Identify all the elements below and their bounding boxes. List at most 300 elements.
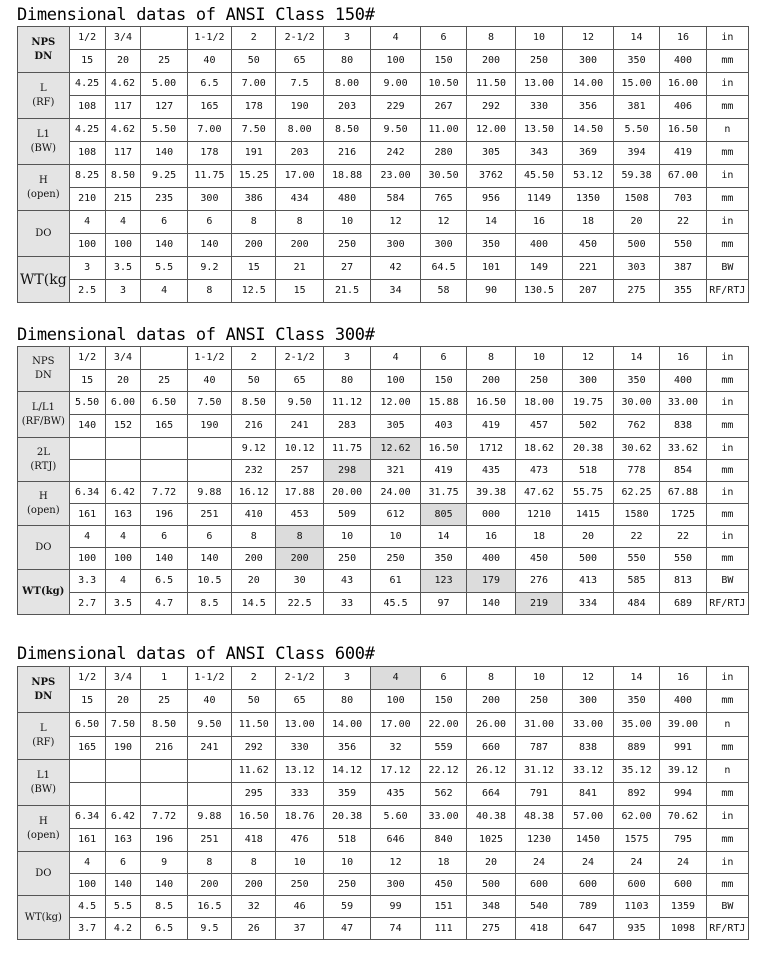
row-label-text: DO (35, 867, 52, 879)
row-label-text: WT(kg) (22, 586, 65, 597)
table-cell: 305 (467, 142, 516, 165)
table-cell: 32 (232, 896, 276, 918)
table-cell: 2.5 (69, 280, 105, 303)
table-cell: 600 (563, 874, 614, 896)
table-cell: 45.5 (371, 593, 421, 615)
table-cell: 1415 (563, 504, 614, 526)
table-cell: 300 (187, 188, 231, 211)
table-cell: 12.00 (371, 392, 421, 415)
table-cell: 17.00 (276, 165, 323, 188)
table-cell: 789 (563, 896, 614, 918)
unit-cell: in (706, 806, 748, 829)
unit-cell: in (706, 27, 748, 50)
table-cell: 300 (371, 234, 421, 257)
row-label-text: L1 (36, 128, 50, 140)
table-cell: 117 (105, 96, 141, 119)
table-row (18, 874, 749, 896)
table-cell: 1580 (613, 504, 659, 526)
table-cell: 257 (276, 460, 323, 482)
table-cell: 410 (232, 504, 276, 526)
table-cell: 16 (660, 667, 706, 690)
table-cell: 50 (232, 690, 276, 713)
table-cell: 53.12 (563, 165, 614, 188)
table-cell: 232 (232, 460, 276, 482)
table-cell: 6 (420, 667, 466, 690)
table-cell: 16.5 (187, 896, 231, 918)
table-cell: 295 (232, 783, 276, 806)
table-cell: 42 (371, 257, 421, 280)
table-cell: 12 (563, 667, 614, 690)
row-label (18, 713, 70, 760)
table-row (18, 896, 749, 918)
table-cell: 161 (69, 829, 105, 852)
table-cell: 403 (420, 415, 466, 438)
row-sublabel-text: (RF) (32, 737, 55, 748)
table-cell: 12 (371, 852, 421, 874)
table-cell: 778 (613, 460, 659, 482)
table-cell: 24.00 (371, 482, 421, 504)
table-cell (141, 783, 187, 806)
table-cell: 14 (613, 667, 659, 690)
table-cell: 14 (613, 27, 659, 50)
table-cell: 30.00 (613, 392, 659, 415)
unit-cell: n (706, 760, 748, 783)
unit-cell: BW (706, 257, 748, 280)
table-cell: 356 (563, 96, 614, 119)
table-cell: 18 (563, 211, 614, 234)
table-cell (69, 760, 105, 783)
table-cell: 200 (232, 874, 276, 896)
table-cell: 6.5 (187, 73, 231, 96)
table-cell: 8.50 (105, 165, 141, 188)
unit-cell: mm (706, 737, 748, 760)
table-cell (69, 460, 105, 482)
table-cell: 22 (613, 526, 659, 548)
table-cell: 100 (371, 370, 421, 392)
table-cell: 450 (515, 548, 562, 570)
table-cell: 152 (105, 415, 141, 438)
table-cell (187, 438, 231, 460)
table-cell: 18 (420, 852, 466, 874)
row-label (18, 852, 70, 896)
table-cell: 660 (467, 737, 516, 760)
table-cell: 813 (660, 570, 706, 593)
unit-cell: mm (706, 690, 748, 713)
table-cell: 453 (276, 504, 323, 526)
table-cell: 303 (613, 257, 659, 280)
table-cell: 100 (371, 50, 421, 73)
row-sublabel-text: DN (34, 50, 53, 62)
table-cell: 5.5 (105, 896, 141, 918)
table-cell: 5.50 (613, 119, 659, 142)
unit-cell: RF/RTJ (706, 918, 748, 940)
table-cell: 9.5 (187, 918, 231, 940)
table-cell: 419 (660, 142, 706, 165)
table-cell: 000 (467, 504, 516, 526)
unit-cell: mm (706, 829, 748, 852)
table-cell: 11.75 (323, 438, 370, 460)
table-cell: 413 (563, 570, 614, 593)
table-cell: 59 (323, 896, 370, 918)
table-cell: 25 (141, 50, 187, 73)
table-cell: 350 (420, 548, 466, 570)
table-cell: 9 (141, 852, 187, 874)
table-cell: 7.72 (141, 806, 187, 829)
table-cell: 1/2 (69, 27, 105, 50)
row-label-text: L1 (36, 769, 50, 781)
table-cell: 8 (467, 347, 516, 370)
table-cell: 100 (69, 548, 105, 570)
table-cell: 24 (563, 852, 614, 874)
table-cell: 21 (276, 257, 323, 280)
table-cell: 4 (69, 852, 105, 874)
table-cell: 6.50 (69, 713, 105, 737)
table-cell: 200 (467, 370, 516, 392)
table-cell: 190 (187, 415, 231, 438)
table-cell: 18.88 (323, 165, 370, 188)
table-cell: 400 (467, 548, 516, 570)
table-row (18, 73, 749, 96)
table-cell: 3.7 (69, 918, 105, 940)
table-row (18, 188, 749, 211)
table-cell: 140 (467, 593, 516, 615)
table-row (18, 50, 749, 73)
unit-cell: in (706, 347, 748, 370)
unit-cell: in (706, 211, 748, 234)
table-cell: 40 (187, 690, 231, 713)
class-300-table (17, 346, 749, 615)
table-row (18, 918, 749, 940)
table-cell: 97 (420, 593, 466, 615)
table-cell: 8 (467, 27, 516, 50)
table-cell: 473 (515, 460, 562, 482)
table-cell: 31.00 (515, 713, 562, 737)
table-cell: 10 (515, 347, 562, 370)
table-cell: 221 (563, 257, 614, 280)
table-cell: 4 (371, 667, 421, 690)
table-cell: 9.2 (187, 257, 231, 280)
table-cell: 4 (69, 526, 105, 548)
table-cell: 62.25 (613, 482, 659, 504)
table-row (18, 548, 749, 570)
table-cell: 703 (660, 188, 706, 211)
table-title: Dimensional datas of ANSI Class 150# (17, 5, 375, 25)
table-cell: 12 (563, 347, 614, 370)
table-cell: 33 (323, 593, 370, 615)
table-cell: 348 (467, 896, 516, 918)
table-cell: 3.5 (105, 593, 141, 615)
table-cell: 140 (105, 874, 141, 896)
table-cell: 22.12 (420, 760, 466, 783)
table-cell: 15 (69, 690, 105, 713)
table-cell: 8 (187, 280, 231, 303)
table-cell: 21.5 (323, 280, 370, 303)
table-cell: 50 (232, 50, 276, 73)
table-cell: 48.38 (515, 806, 562, 829)
table-cell: 250 (323, 234, 370, 257)
table-cell: 791 (515, 783, 562, 806)
table-cell: 150 (420, 50, 466, 73)
table-cell: 33.62 (660, 438, 706, 460)
unit-cell: in (706, 526, 748, 548)
table-cell: 39.38 (467, 482, 516, 504)
table-cell: 196 (141, 504, 187, 526)
table-cell: 108 (69, 142, 105, 165)
table-cell: 1359 (660, 896, 706, 918)
table-cell: 787 (515, 737, 562, 760)
table-cell: 216 (141, 737, 187, 760)
table-cell: 298 (323, 460, 370, 482)
row-label-text: L (40, 82, 47, 94)
table-cell: 8.25 (69, 165, 105, 188)
table-row (18, 760, 749, 783)
table-cell: 9.50 (371, 119, 421, 142)
unit-cell: in (706, 667, 748, 690)
table-cell: 5.60 (371, 806, 421, 829)
table-cell: 33.00 (660, 392, 706, 415)
table-cell: 200 (232, 548, 276, 570)
unit-cell: in (706, 482, 748, 504)
table-cell: 3 (105, 280, 141, 303)
unit-cell: mm (706, 50, 748, 73)
table-cell: 150 (420, 690, 466, 713)
table-cell: 200 (232, 234, 276, 257)
table-cell: 15.88 (420, 392, 466, 415)
table-row (18, 119, 749, 142)
table-cell: 10 (323, 852, 370, 874)
table-cell: 321 (371, 460, 421, 482)
table-cell: 15 (276, 280, 323, 303)
table-cell: 178 (187, 142, 231, 165)
table-row (18, 713, 749, 737)
table-cell: 100 (69, 234, 105, 257)
table-cell: 10.50 (420, 73, 466, 96)
table-row (18, 280, 749, 303)
table-cell: 241 (276, 415, 323, 438)
table-cell: 350 (613, 690, 659, 713)
unit-cell: mm (706, 415, 748, 438)
unit-cell: mm (706, 188, 748, 211)
table-cell: 7.5 (276, 73, 323, 96)
table-cell: 35.00 (613, 713, 659, 737)
table-cell: 419 (467, 415, 516, 438)
table-cell: 16.12 (232, 482, 276, 504)
table-cell: 2 (232, 27, 276, 50)
row-sublabel-text: (RF) (32, 96, 55, 108)
table-cell: 100 (105, 234, 141, 257)
table-cell: 1103 (613, 896, 659, 918)
table-cell: 19.75 (563, 392, 614, 415)
table-cell: 275 (467, 918, 516, 940)
table-row (18, 690, 749, 713)
table-cell: 418 (515, 918, 562, 940)
table-cell: 10 (371, 526, 421, 548)
table-cell: 5.50 (141, 119, 187, 142)
table-cell: 330 (515, 96, 562, 119)
table-cell: 203 (323, 96, 370, 119)
table-cell: 400 (660, 690, 706, 713)
table-cell: 12.5 (232, 280, 276, 303)
unit-cell: n (706, 119, 748, 142)
table-cell: 11.12 (323, 392, 370, 415)
table-cell: 956 (467, 188, 516, 211)
table-cell: 12.62 (371, 438, 421, 460)
table-cell: 14.00 (323, 713, 370, 737)
table-cell: 33.00 (563, 713, 614, 737)
table-cell: 400 (660, 370, 706, 392)
table-cell: 16 (660, 347, 706, 370)
table-cell: 11.75 (187, 165, 231, 188)
table-cell: 67.88 (660, 482, 706, 504)
unit-cell: mm (706, 783, 748, 806)
row-label (18, 806, 70, 852)
table-cell: 4.25 (69, 73, 105, 96)
table-cell: 47 (323, 918, 370, 940)
table-cell: 16.50 (467, 392, 516, 415)
table-cell: 196 (141, 829, 187, 852)
table-cell: 74 (371, 918, 421, 940)
table-cell: 334 (563, 593, 614, 615)
table-cell: 14.00 (563, 73, 614, 96)
table-cell: 15 (69, 370, 105, 392)
table-cell: 500 (467, 874, 516, 896)
table-cell: 3/4 (105, 27, 141, 50)
table-cell: 22 (660, 211, 706, 234)
row-label (18, 27, 70, 73)
unit-cell: BW (706, 570, 748, 593)
table-cell: 8 (276, 526, 323, 548)
table-cell: 13.50 (515, 119, 562, 142)
table-cell: 40.38 (467, 806, 516, 829)
row-sublabel-text: (open) (27, 188, 60, 200)
row-label-text: WT(kg) (24, 911, 62, 923)
table-title: Dimensional datas of ANSI Class 300# (17, 325, 375, 345)
table-row (18, 783, 749, 806)
row-label (18, 73, 70, 119)
table-cell: 130.5 (515, 280, 562, 303)
table-cell: 200 (467, 690, 516, 713)
class-600-table (17, 666, 749, 940)
table-cell: 9.00 (371, 73, 421, 96)
table-cell: 550 (660, 234, 706, 257)
row-label (18, 257, 70, 303)
table-cell: 17.88 (276, 482, 323, 504)
table-row (18, 165, 749, 188)
table-cell: 250 (276, 874, 323, 896)
table-cell: 1025 (467, 829, 516, 852)
row-label (18, 211, 70, 257)
table-cell: 16 (467, 526, 516, 548)
row-sublabel-text: (BW) (30, 783, 57, 795)
table-cell: 250 (323, 874, 370, 896)
table-cell: 50 (232, 370, 276, 392)
table-cell: 10 (515, 667, 562, 690)
table-cell: 65 (276, 690, 323, 713)
table-cell: 6.5 (141, 918, 187, 940)
table-cell: 6 (420, 27, 466, 50)
table-cell: 457 (515, 415, 562, 438)
unit-cell: in (706, 73, 748, 96)
table-cell: 80 (323, 690, 370, 713)
table-cell: 300 (420, 234, 466, 257)
table-cell: 35.12 (613, 760, 659, 783)
table-cell: 10 (515, 27, 562, 50)
row-sublabel-text: DN (34, 690, 53, 702)
table-cell (141, 760, 187, 783)
table-cell: 11.50 (467, 73, 516, 96)
table-cell: 4 (69, 211, 105, 234)
table-cell: 20 (563, 526, 614, 548)
table-cell (187, 760, 231, 783)
unit-cell: in (706, 165, 748, 188)
table-cell: 350 (467, 234, 516, 257)
table-cell: 210 (69, 188, 105, 211)
table-row (18, 392, 749, 415)
table-cell: 6.34 (69, 482, 105, 504)
table-cell: 935 (613, 918, 659, 940)
table-cell: 61 (371, 570, 421, 593)
unit-cell: mm (706, 234, 748, 257)
table-cell: 1450 (563, 829, 614, 852)
table-cell: 165 (141, 415, 187, 438)
table-cell: 3.5 (105, 257, 141, 280)
table-cell: 43 (323, 570, 370, 593)
table-cell: 994 (660, 783, 706, 806)
table-cell: 100 (371, 690, 421, 713)
table-cell (141, 27, 187, 50)
table-row (18, 526, 749, 548)
table-cell: 250 (371, 548, 421, 570)
table-cell: 6 (420, 347, 466, 370)
table-cell: 6 (105, 852, 141, 874)
table-cell: 386 (232, 188, 276, 211)
table-cell: 9.50 (187, 713, 231, 737)
table-cell: 585 (613, 570, 659, 593)
unit-cell: RF/RTJ (706, 280, 748, 303)
table-cell: 1/2 (69, 667, 105, 690)
table-cell: 18.62 (515, 438, 562, 460)
table-title: Dimensional datas of ANSI Class 600# (17, 644, 375, 664)
table-cell: 6.5 (141, 570, 187, 593)
table-cell: 646 (371, 829, 421, 852)
table-cell: 200 (276, 548, 323, 570)
table-cell: 45.50 (515, 165, 562, 188)
table-cell: 4 (105, 570, 141, 593)
table-cell: 18 (515, 526, 562, 548)
table-cell: 600 (660, 874, 706, 896)
table-cell: 200 (467, 50, 516, 73)
table-cell: 840 (420, 829, 466, 852)
table-cell: 37 (276, 918, 323, 940)
table-cell: 46 (276, 896, 323, 918)
row-label (18, 760, 70, 806)
table-cell (141, 460, 187, 482)
table-cell: 16.50 (232, 806, 276, 829)
table-cell: 216 (232, 415, 276, 438)
unit-cell: in (706, 852, 748, 874)
table-cell: 4.2 (105, 918, 141, 940)
table-row (18, 737, 749, 760)
table-cell: 215 (105, 188, 141, 211)
table-cell: 16 (660, 27, 706, 50)
unit-cell: mm (706, 142, 748, 165)
table-cell: 8 (467, 667, 516, 690)
table-cell: 34 (371, 280, 421, 303)
table-cell: 419 (420, 460, 466, 482)
table-cell: 387 (660, 257, 706, 280)
unit-cell: mm (706, 874, 748, 896)
table-cell: 484 (613, 593, 659, 615)
